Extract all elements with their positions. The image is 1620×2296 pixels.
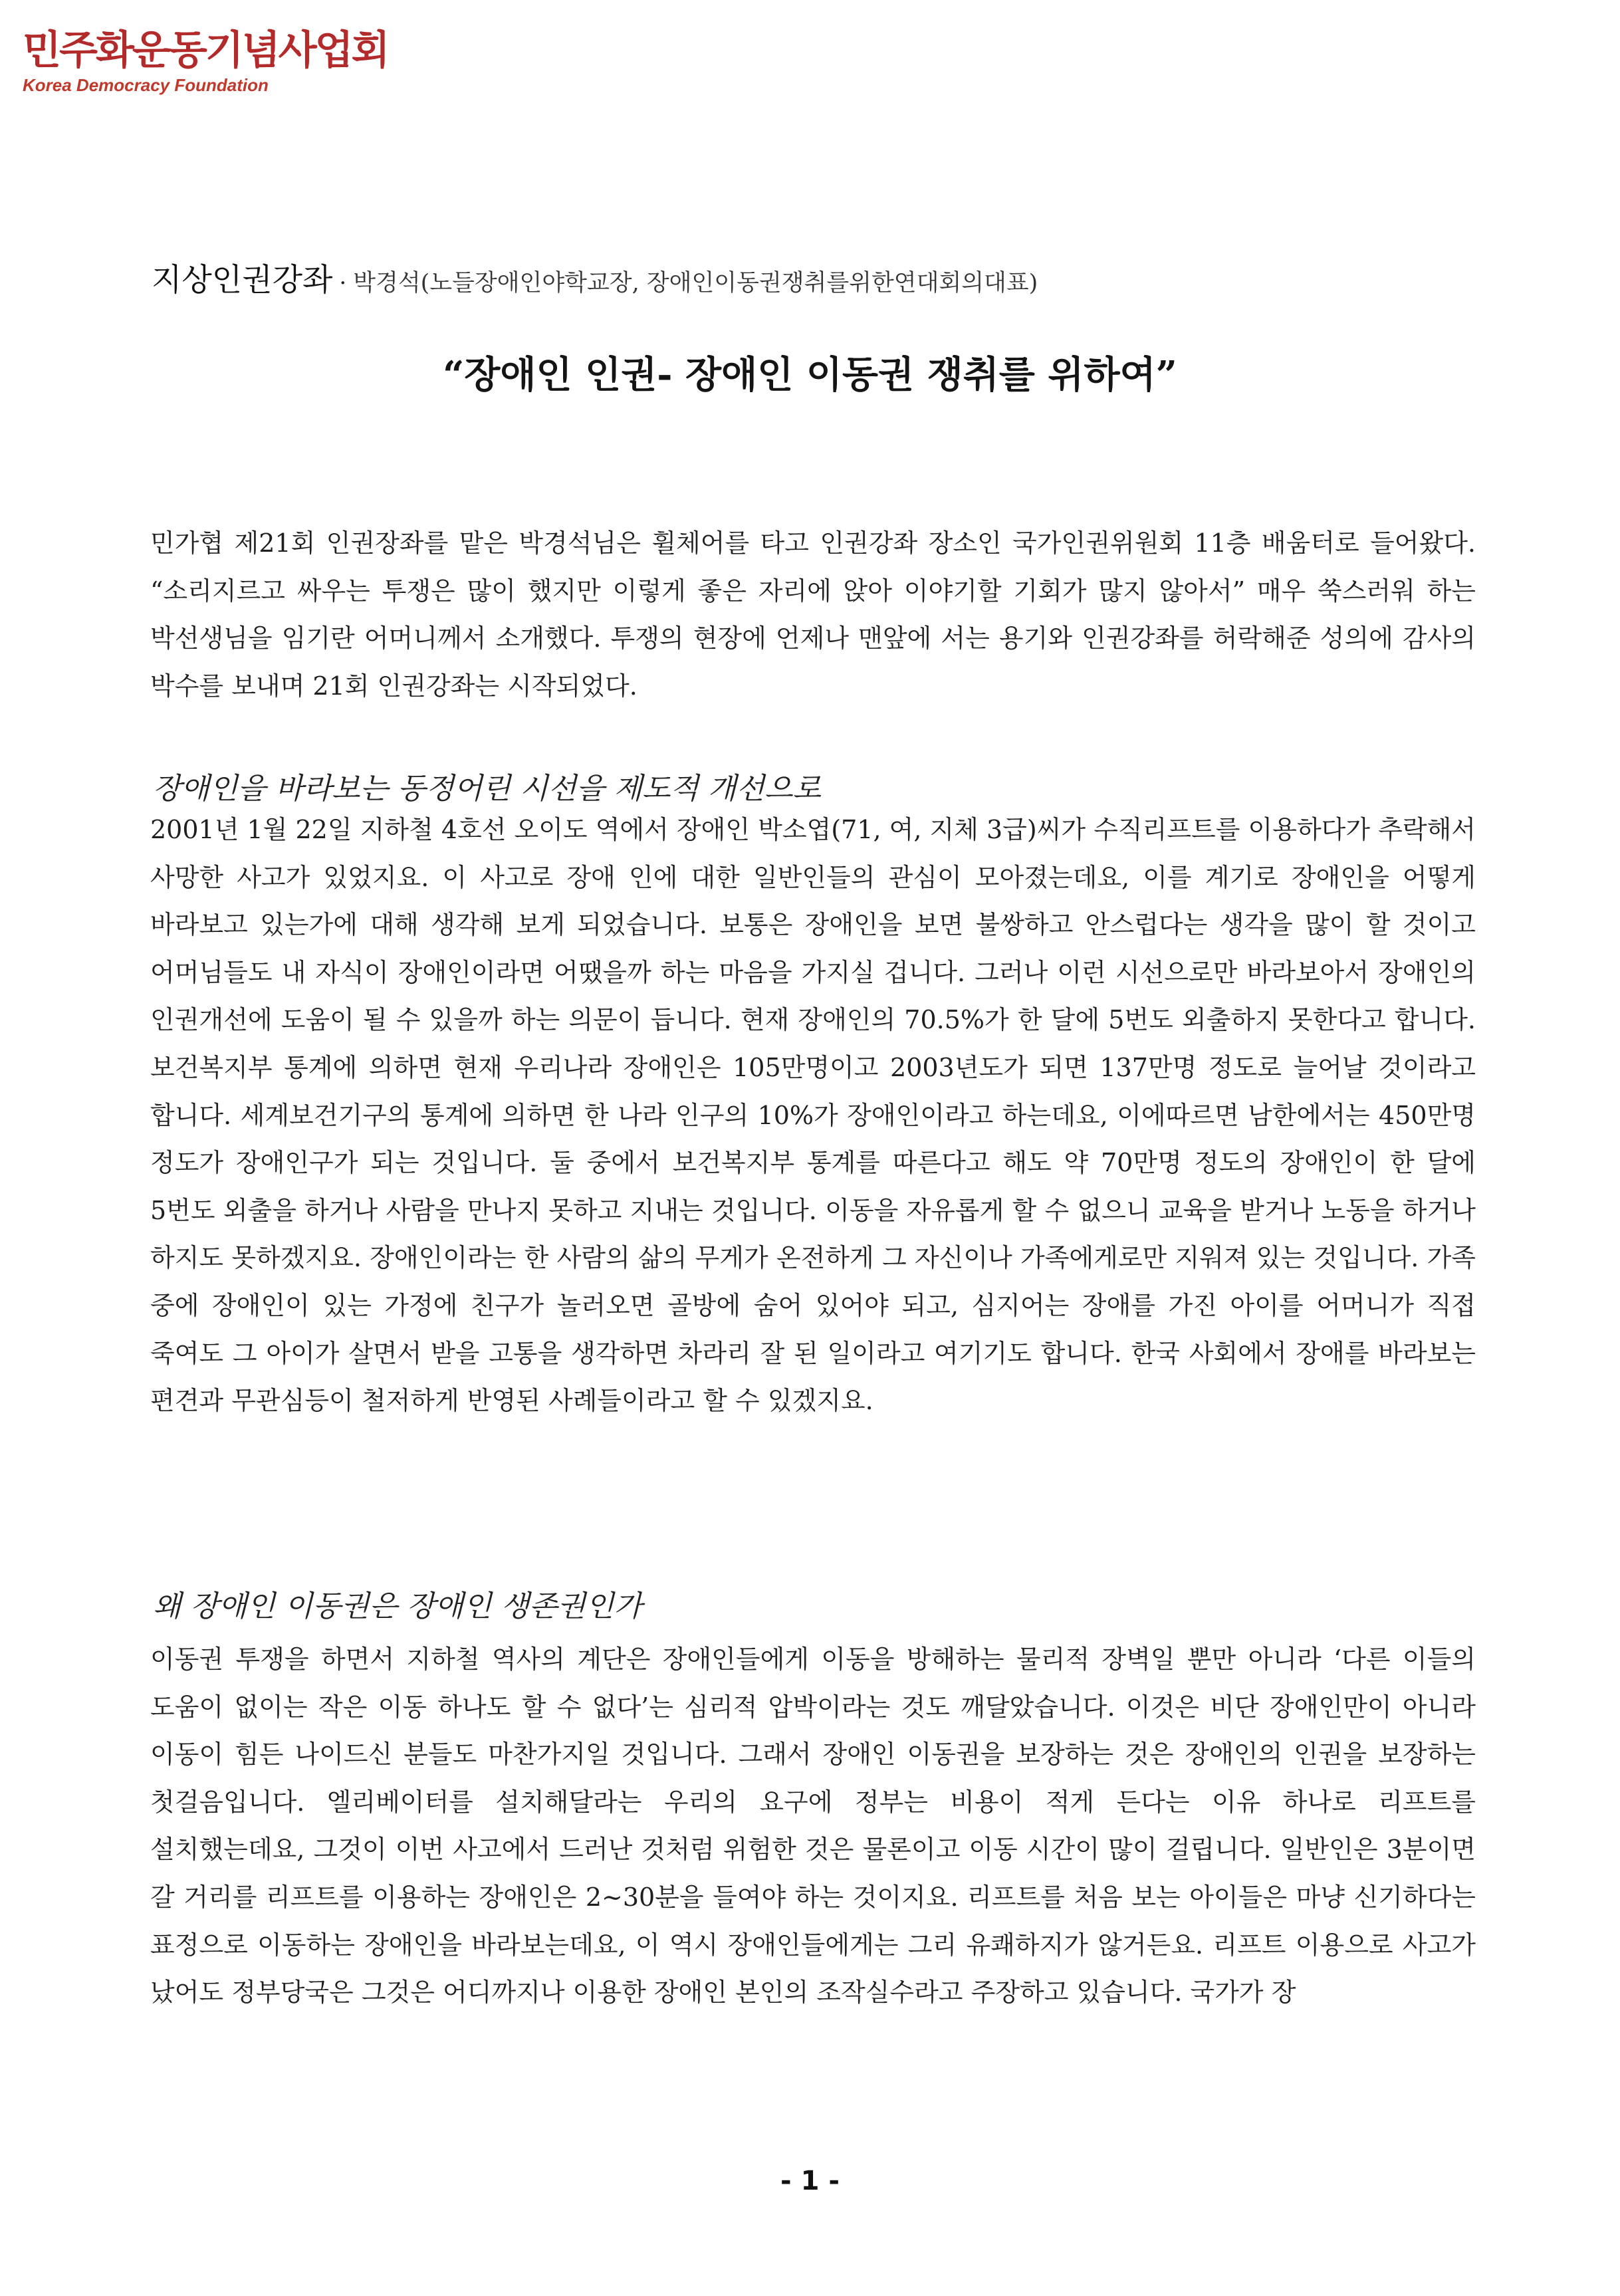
document-title: “장애인 인권- 장애인 이동권 쟁취를 위하여” xyxy=(443,353,1177,397)
course-name: 지상인권강좌 xyxy=(152,262,333,298)
section-body-1 xyxy=(150,806,1476,1425)
section-heading-2: 왜 장애인 이동권은 장애인 생존권인가 xyxy=(153,1589,643,1623)
section-heading-1: 장애인을 바라보는 동정어린 시선을 제도적 개선으로 xyxy=(153,772,822,806)
intro-text: 민가협 제21회 인권장좌를 맡은 박경석님은 휠체어를 타고 인권강좌 장소인 국가인권위원회 11층 배움터로 들어왔다. “소리지르고 싸우는 투쟁은 많이 했지만 이렇게 좋은 자리에 앉아 이야기할 기회가 많지 않아서” 매우 쑥스러워 하는 박선생님을 임기란 어머니께서 소개했다. 투쟁의 현장에 언제나 맨앞에 서는 용기와 인권강좌를 허락해준 성의에 감사의 박수를 보내며 21회 인권강좌는 시작되었다. xyxy=(150,528,1476,701)
org-name-korean: 민주화운동기념사업회 xyxy=(23,27,388,74)
speaker-name: 박경석(노들장애인야학교장, 장애인이동권쟁취를위한연대회의대표) xyxy=(353,270,1038,296)
org-name-english: Korea Democracy Foundation xyxy=(23,75,269,95)
byline xyxy=(152,255,1038,300)
byline-separator: · xyxy=(339,270,347,296)
page-number: - 1 - xyxy=(780,2166,840,2196)
org-logo xyxy=(23,27,388,96)
section-text-2: 이동권 투쟁을 하면서 지하철 역사의 계단은 장애인들에게 이동을 방해하는 물리적 장벽일 뿐만 아니라 ‘다른 이들의 도움이 없이는 작은 이동 하나도 할 수 없다’는 심리적 압박이라는 것도 깨달았습니다. 이것은 비단 장애인만이 아니라 이동이 힘든 나이드신 분들도 마찬가지일 것입니다. 그래서 장애인 이동권을 보장하는 것은 장애인의 인권을 보장하는 첫걸음입니다. 엘리베이터를 설치해달라는 우리의 요구에 정부는 비용이 적게 든다는 이유 하나로 리프트를 설치했는데요, 그것이 이번 사고에서 드러난 것처럼 위험한 것은 물론이고 이동 시간이 많이 걸립니다. 일반인은 3분이면 갈 거리를 리프트를 이용하는 장애인은 2~30분을 들여야 하는 것이지요. 리프트를 처음 보는 아이들은 마냥 신기하다는 표정으로 이동하는 장애인을 바라보는데요, 이 역시 장애인들에게는 그리 유쾌하지가 않거든요. 리프트 이용으로 사고가 났어도 정부당국은 그것은 어디까지나 이용한 장애인 본인의 조작실수라고 주장하고 있습니다. 국가가 장 xyxy=(150,1645,1476,2008)
section-body-2 xyxy=(150,1636,1476,2017)
section-text-1: 2001년 1월 22일 지하철 4호선 오이도 역에서 장애인 박소엽(71, 여, 지체 3급)씨가 수직리프트를 이용하다가 추락해서 사망한 사고가 있었지요. 이 사고로 장애 인에 대한 일반인들의 관심이 모아졌는데요, 이를 계기로 장애인을 어떻게 바라보고 있는가에 대해 생각해 보게 되었습니다. 보통은 장애인을 보면 불쌍하고 안스럽다는 생각을 많이 할 것이고 어머님들도 내 자식이 장애인이라면 어땠을까 하는 마음을 가지실 겁니다. 그러나 이런 시선으로만 바라보아서 장애인의 인권개선에 도움이 될 수 있을까 하는 의문이 듭니다. 현재 장애인의 70.5%가 한 달에 5번도 외출하지 못한다고 합니다. 보건복지부 통계에 의하면 현재 우리나라 장애인은 105만명이고 2003년도가 되면 137만명 정도로 늘어날 것이라고 합니다. 세계보건기구의 통계에 의하면 한 나라 인구의 10%가 장애인이라고 하는데요, 이에따르면 남한에서는 450만명 정도가 장애인구가 되는 것입니다. 둘 중에서 보건복지부 통계를 따른다고 해도 약 70만명 정도의 장애인이 한 달에 5번도 외출을 하거나 사람을 만나지 못하고 지내는 것입니다. 이동을 자유롭게 할 수 없으니 교육을 받거나 노동을 하거나 하지도 못하겠지요. 장애인이라는 한 사람의 삶의 무게가 온전하게 그 자신이나 가족에게로만 지워져 있는 것입니다. 가족 중에 장애인이 있는 가정에 친구가 놀러오면 골방에 숨어 있어야 되고, 심지어는 장애를 가진 아이를 어머니가 직접 죽여도 그 아이가 살면서 받을 고통을 생각하면 차라리 잘 된 일이라고 여기기도 합니다. 한국 사회에서 장애를 바라보는 편견과 무관심등이 철저하게 반영된 사례들이라고 할 수 있겠지요. xyxy=(150,815,1476,1416)
intro-paragraph xyxy=(150,520,1476,710)
